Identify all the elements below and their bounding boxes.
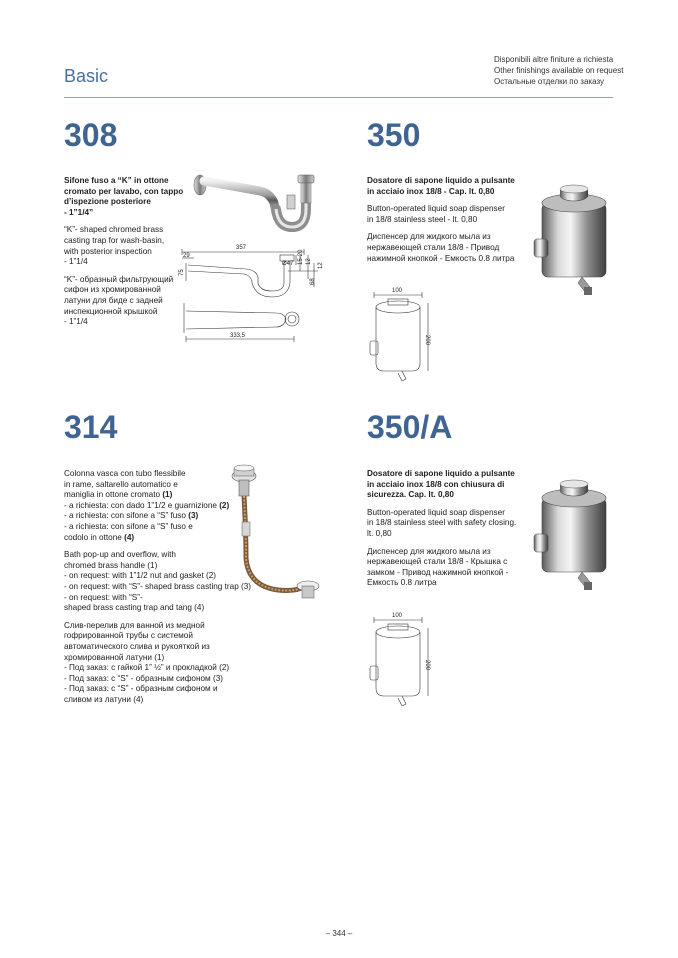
text-line: d’ispezione posteriore <box>64 197 151 207</box>
text-line <box>64 511 198 520</box>
dim-12a: 12 <box>306 258 312 265</box>
text-line: - Под заказ: с “S” - образным сифоном (3) <box>64 673 223 683</box>
text-line <box>64 469 186 478</box>
text-line: in 18/8 stainless steel with safety closing. <box>367 518 517 528</box>
text-line: sicurezza. Cap. lt. 0,80 <box>367 490 454 500</box>
dispenser-350a-drawing <box>366 610 446 710</box>
text-line: нержавеющей стали 18/8 - Крышка с <box>367 557 508 567</box>
text-line <box>64 501 229 510</box>
text-line: Sifone fuso a “K” in ottone <box>64 176 169 185</box>
dim-75: 75 <box>179 269 185 276</box>
text-line <box>64 533 134 542</box>
text-line: chromed brass handle (1) <box>64 560 158 570</box>
section-title: Basic <box>64 66 109 86</box>
product-desc-308 <box>64 176 194 335</box>
text-line: Диспенсер для жидкого мыла из <box>367 546 491 556</box>
dispenser-350a-photo <box>528 478 618 593</box>
dim-68: 68 <box>310 278 316 285</box>
text-line: “K”- образный фильтрующий <box>64 274 174 284</box>
dim-200: 200 <box>424 335 430 346</box>
text-line: Dosatore di sapone liquido a pulsante <box>367 469 515 478</box>
dim-333: 333,5 <box>230 333 246 339</box>
dim-100: 100 <box>392 288 403 294</box>
finishings-note-en: Other finishings available on request <box>494 66 624 75</box>
text-run: maniglia in ottone cromato <box>64 490 163 500</box>
product-desc-350 <box>367 176 537 271</box>
item-number: (2) <box>219 500 230 510</box>
text-line: Dosatore di sapone liquido a pulsante <box>367 176 515 185</box>
text-line: lt. 0,80 <box>367 528 392 538</box>
dim-12b: 12 <box>318 262 324 269</box>
desc-350a-ru <box>367 547 537 589</box>
text-line: in 18/8 stainless steel - lt. 0,80 <box>367 214 478 224</box>
text-line: - Под заказ: с гайкой 1” ½” и прокладкой (2) <box>64 663 230 673</box>
finishings-note-it: Disponibili altre finiture a richiesta <box>494 55 614 64</box>
desc-308-ru <box>64 275 194 328</box>
product-desc-350a <box>367 469 537 596</box>
text-line: with posterior inspection <box>64 246 152 256</box>
desc-350a-en <box>367 508 537 540</box>
text-line: Слив-перелив для ванной из медной <box>64 620 205 630</box>
dim-47: Ø47 <box>282 261 294 267</box>
dim-357: 357 <box>236 245 247 251</box>
text-line: in acciaio inox 18/8 - Cap. lt. 0,80 <box>367 186 495 196</box>
text-line: Bath pop-up and overflow, with <box>64 550 176 560</box>
text-line: латуни для биде с задней <box>64 295 163 305</box>
product-code-314: 314 <box>64 409 118 445</box>
text-run: Colonna vasca con tubo flessibile <box>64 469 186 478</box>
desc-314-ru <box>64 621 244 706</box>
desc-308-en <box>64 225 194 267</box>
finishings-note <box>494 54 654 87</box>
dispenser-350-photo <box>528 183 618 298</box>
text-line: - on request: with “S”- <box>64 592 143 602</box>
bath-waste-314-photo <box>222 462 322 612</box>
text-run: in rame, saltarello automatico e <box>64 479 178 489</box>
dim-100: 100 <box>392 613 403 619</box>
item-number: (3) <box>188 511 199 521</box>
header-divider <box>64 97 613 98</box>
desc-350-ru <box>367 232 537 264</box>
dim-29: 29 <box>183 253 190 259</box>
desc-314-it <box>64 469 244 543</box>
text-line: in acciaio inox 18/8 con chiusura di <box>367 479 505 489</box>
trap-308-photo <box>190 165 320 235</box>
text-line: хромированной латуни (1) <box>64 652 165 662</box>
text-run: - a richiesta: con dado 1”1/2 e guarnizione <box>64 500 220 510</box>
item-number: (1) <box>162 490 173 500</box>
product-code-350: 350 <box>367 117 421 153</box>
page-number: – 344 – <box>325 929 353 938</box>
text-line: casting trap for wash-basin, <box>64 235 165 245</box>
text-line: Button-operated liquid soap dispenser <box>367 204 505 214</box>
text-run: - a richiesta: con sifone a “S” fuso <box>64 511 189 521</box>
text-line <box>64 490 172 499</box>
product-code-350a: 350/A <box>367 409 453 445</box>
text-line: сифон из хромированной <box>64 285 161 295</box>
text-run: codolo in ottone <box>64 532 125 542</box>
text-line: - 1”1/4 <box>64 317 88 327</box>
text-run: - a richiesta: con sifone a “S” fuso e <box>64 521 193 531</box>
desc-350a-it <box>367 469 537 501</box>
desc-308-it <box>64 176 194 218</box>
text-line: cromato per lavabo, con tappo <box>64 186 184 196</box>
text-line: нержавеющей стали 18/8 - Привод <box>367 242 500 252</box>
dispenser-350-drawing <box>366 285 446 385</box>
text-line: - Под заказ: с “S” - образным сифоном и <box>64 684 218 694</box>
text-line: - 1”1/4 <box>64 257 88 267</box>
text-line: гофрированной трубы с системой <box>64 631 193 641</box>
text-line: - 1”1/4” <box>64 207 94 217</box>
text-line: Диспенсер для жидкого мыла из <box>367 232 491 242</box>
text-line: Емкость 0.8 литра <box>367 578 437 588</box>
desc-350-it <box>367 176 537 197</box>
text-line: инспекционной крышкой <box>64 306 158 316</box>
desc-314-en <box>64 550 252 614</box>
finishings-note-ru: Остальные отделки по заказу <box>494 77 605 86</box>
text-line: Button-operated liquid soap dispenser <box>367 507 505 517</box>
product-desc-314 <box>64 469 252 712</box>
text-line <box>64 480 178 489</box>
text-line: автоматического слива и рукояткой из <box>64 641 210 651</box>
item-number: (4) <box>124 532 135 542</box>
text-line: “K”- shaped chromed brass <box>64 225 164 235</box>
text-line: нажимной кнопкой - Емкость 0.8 литра <box>367 253 515 263</box>
product-code-308: 308 <box>64 117 118 153</box>
text-line: сливом из латуни (4) <box>64 694 144 704</box>
dim-200: 200 <box>424 660 430 671</box>
text-line: shaped brass casting trap and tang (4) <box>64 603 205 613</box>
dim-15-20: 15-20 <box>298 249 304 265</box>
text-line: замком - Привод нажимной кнопкой - <box>367 567 509 577</box>
trap-308-drawing <box>176 243 326 343</box>
text-line: - on request: with 1”1/2 nut and gasket (2) <box>64 571 217 581</box>
text-line <box>64 522 193 531</box>
desc-350-en <box>367 204 537 225</box>
text-line: - on request: with “S”- shaped brass casting trap (3) <box>64 581 252 591</box>
